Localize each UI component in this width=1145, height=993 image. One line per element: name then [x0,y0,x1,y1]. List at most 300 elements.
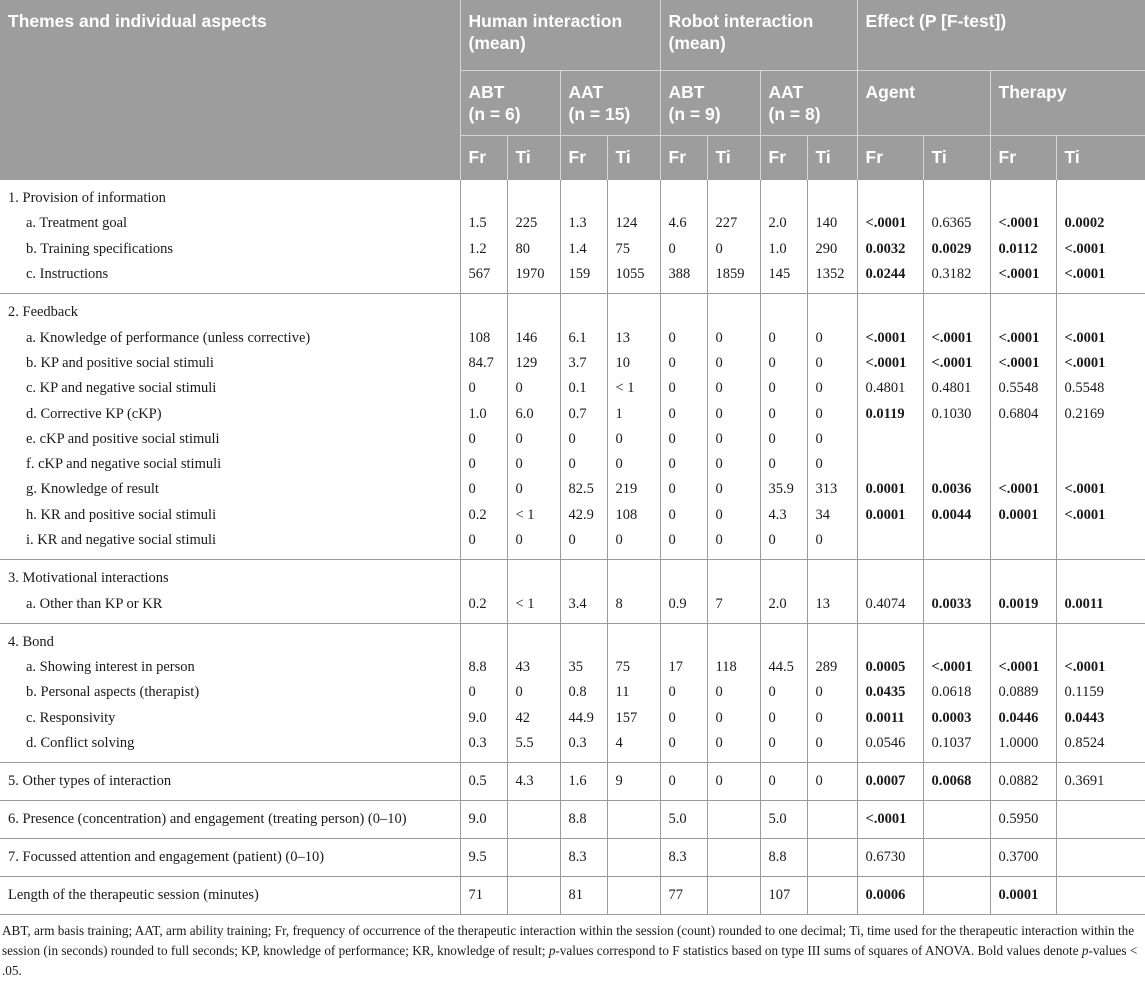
table-cell: 0.0003 [923,706,990,731]
table-cell: <.0001 [1056,477,1145,502]
table-cell: 0.1030 [923,401,990,426]
row-label: b. Training specifications [26,240,174,257]
table-cell [923,452,990,477]
table-cell: 227 [707,211,760,236]
table-cell: 0 [507,680,560,705]
table-cell: <.0001 [923,351,990,376]
table-cell: 1.0 [460,401,507,426]
table-cell [807,623,857,655]
table-cell: 42.9 [560,503,607,528]
table-cell: 0 [460,376,507,401]
table-cell: 0 [660,503,707,528]
table-cell: 0.3691 [1056,763,1145,801]
table-cell: 0.6730 [857,839,923,877]
table-cell: 0 [760,452,807,477]
table-cell: 35.9 [760,477,807,502]
table-cell: 567 [460,262,507,294]
table-cell: 44.9 [560,706,607,731]
table-header [0,0,1145,180]
table-cell: 8.8 [760,839,807,877]
table-cell [990,294,1056,326]
table-cell: 289 [807,655,857,680]
table-cell [507,623,560,655]
table-cell [460,294,507,326]
table-cell: 4 [607,731,660,763]
table-cell: 0.0002 [1056,211,1145,236]
table-cell: 1352 [807,262,857,294]
table-cell: 77 [660,877,707,915]
table-cell: 44.5 [760,655,807,680]
row-label: a. Treatment goal [26,215,128,232]
table-cell [990,427,1056,452]
table-cell: 313 [807,477,857,502]
header-fr: Fr [760,136,807,181]
table-cell: 0.0119 [857,401,923,426]
row-label: g. Knowledge of result [26,481,159,498]
table-cell [607,294,660,326]
table-cell [560,294,607,326]
table-cell [707,877,760,915]
table-cell: 6.1 [560,325,607,350]
table-cell [560,560,607,592]
table-cell: 0 [807,680,857,705]
table-cell: 0.0005 [857,655,923,680]
row-label: c. Instructions [0,262,460,294]
table-row [0,401,1145,426]
table-cell: 0 [807,376,857,401]
table-cell: 0.5548 [1056,376,1145,401]
table-cell: 1.3 [560,211,607,236]
table-row [0,503,1145,528]
table-cell [807,877,857,915]
table-row [0,655,1145,680]
table-cell: <.0001 [1056,655,1145,680]
table-cell: 0 [660,237,707,262]
table-cell: 0 [607,427,660,452]
table-cell: 0.0112 [990,237,1056,262]
table-cell: 225 [507,211,560,236]
table-cell: 0 [660,401,707,426]
table-cell: 0 [760,401,807,426]
table-cell [923,560,990,592]
table-cell: 0 [507,452,560,477]
header-ti: Ti [507,136,560,181]
table-cell [807,180,857,211]
table-cell: 0.0001 [990,503,1056,528]
table-cell [607,877,660,915]
row-label: d. Corrective KP (cKP) [26,405,162,422]
row-label: 5. Other types of interaction [0,763,460,801]
table-cell: 0 [507,427,560,452]
table-cell: 129 [507,351,560,376]
row-label: c. Responsivity [26,709,116,726]
table-cell: 2.0 [760,211,807,236]
table-cell: 108 [460,325,507,350]
table-cell: 0.0001 [857,503,923,528]
table-cell: 1970 [507,262,560,294]
table-cell: 0 [807,401,857,426]
table-cell: 0.0007 [857,763,923,801]
table-cell [990,452,1056,477]
table-cell: 9 [607,763,660,801]
table-cell: 35 [560,655,607,680]
table-row [0,376,1145,401]
table-cell: 124 [607,211,660,236]
table-cell [660,560,707,592]
table-cell: 0 [760,731,807,763]
table-cell [1056,452,1145,477]
row-label: b. KP and positive social stimuli [26,354,214,371]
table-cell [923,294,990,326]
table-cell [1056,294,1145,326]
table-cell: 5.0 [660,801,707,839]
table-cell: 0.0882 [990,763,1056,801]
table-cell: 0.8524 [1056,731,1145,763]
table-cell: <.0001 [923,655,990,680]
header-ti: Ti [807,136,857,181]
table-cell [507,877,560,915]
table-cell: 0 [760,763,807,801]
table-cell [460,560,507,592]
table-cell [707,560,760,592]
table-cell: 0 [760,706,807,731]
row-label: 3. Motivational interactions [8,570,169,587]
table-cell: 0 [660,731,707,763]
table-row [0,452,1145,477]
table-cell: 0 [807,427,857,452]
table-row [0,839,1145,877]
table-cell: <.0001 [1056,503,1145,528]
table-cell: 0.7 [560,401,607,426]
table-cell [1056,560,1145,592]
table-row [0,294,1145,326]
row-label: f. cKP and negative social stimuli [26,456,222,473]
table-cell: 3.7 [560,351,607,376]
table-cell [760,180,807,211]
table-cell [857,528,923,560]
table-cell [923,877,990,915]
row-label: 4. Bond [8,633,54,650]
table-cell [760,560,807,592]
table-cell: 0.0889 [990,680,1056,705]
table-cell: 42 [507,706,560,731]
table-cell: 0 [707,351,760,376]
table-cell: 9.5 [460,839,507,877]
table-cell: 0.3 [560,731,607,763]
table-cell: 4.6 [660,211,707,236]
table-cell: 0 [607,452,660,477]
table-cell: 0 [707,427,760,452]
table-cell: 0 [507,376,560,401]
table-cell: 0 [460,680,507,705]
table-cell [1056,427,1145,452]
table-cell [660,623,707,655]
table-cell: 0.4074 [857,591,923,623]
table-cell [990,528,1056,560]
table-cell: 0.1159 [1056,680,1145,705]
table-cell [857,294,923,326]
row-label: 2. Feedback [8,304,79,321]
table-cell [923,839,990,877]
table-cell: 0 [660,706,707,731]
table-cell: 0 [460,452,507,477]
table-cell: 8.3 [660,839,707,877]
row-label: d. Conflict solving [0,731,460,763]
table-cell: 0 [707,731,760,763]
table-cell: 0.3700 [990,839,1056,877]
table-cell: 0.0011 [1056,591,1145,623]
table-cell: 0.4801 [857,376,923,401]
table-footnote: ABT, arm basis training; AAT, arm ability training; Fr, frequency of occurrence of the therapeutic interaction within the session (count) rounded to one decimal; Ti, time used for the therapeutic interaction within the session (in seconds) rounded to full seconds; KP, knowledge of performance; KR, knowledge of result; p-values correspond to F statistics based on type III sums of squares of ANOVA. Bold values denote p-values < .05. [2,923,1138,979]
table-cell: <.0001 [857,801,923,839]
table-row [0,427,1145,452]
table-row [0,325,1145,350]
table-cell: 0 [707,325,760,350]
table-cell: 4.3 [760,503,807,528]
table-cell: 0 [807,325,857,350]
table-cell: 0.0001 [857,477,923,502]
table-row [0,180,1145,211]
header-fr: Fr [560,136,607,181]
table-cell: 0 [707,706,760,731]
table-row [0,877,1145,915]
table-cell: 140 [807,211,857,236]
table-cell [707,801,760,839]
table-cell: 0 [660,763,707,801]
table-cell: 9.0 [460,801,507,839]
table-cell [660,294,707,326]
table-cell [707,180,760,211]
table-cell: 118 [707,655,760,680]
table-cell [857,427,923,452]
table-cell: 0 [760,325,807,350]
table-cell [507,801,560,839]
table-cell: 0 [760,528,807,560]
table-cell: 0 [760,680,807,705]
table-cell [507,294,560,326]
table-cell: 0.0036 [923,477,990,502]
table-cell: 0.0244 [857,262,923,294]
table-cell: <.0001 [990,351,1056,376]
table-cell: 0.0001 [990,877,1056,915]
table-cell: < 1 [607,376,660,401]
table-cell: <.0001 [1056,262,1145,294]
table-cell: 0 [660,351,707,376]
table-cell [560,180,607,211]
table-cell [857,623,923,655]
table-cell: 219 [607,477,660,502]
table-cell [607,623,660,655]
table-cell [507,839,560,877]
table-cell: 0 [560,452,607,477]
table-cell [990,560,1056,592]
table-cell: 1.0 [760,237,807,262]
table-cell: 0.5950 [990,801,1056,839]
table-cell: 0 [760,376,807,401]
header-robot-interaction: Robot interaction (mean) [660,0,857,71]
table-cell: 8.3 [560,839,607,877]
table-cell: <.0001 [857,351,923,376]
table-cell: 9.0 [460,706,507,731]
table-cell: 0 [607,528,660,560]
table-cell: 1055 [607,262,660,294]
table-row [0,801,1145,839]
table-cell: <.0001 [990,262,1056,294]
table-cell: 0.4801 [923,376,990,401]
header-fr: Fr [660,136,707,181]
table-row [0,477,1145,502]
header-themes: Themes and individual aspects [0,0,460,180]
table-cell: 0 [760,427,807,452]
table-cell: 71 [460,877,507,915]
table-cell: 145 [760,262,807,294]
table-cell: 0 [707,401,760,426]
row-label: 1. Provision of information [8,190,166,207]
header-human-interaction: Human interaction (mean) [460,0,660,71]
table-cell [607,180,660,211]
table-cell: < 1 [507,591,560,623]
table-cell: 1859 [707,262,760,294]
table-cell: 0 [707,528,760,560]
header-agent: Agent [857,71,990,136]
table-cell: 34 [807,503,857,528]
table-cell: 0.0546 [857,731,923,763]
table-cell: 0.9 [660,591,707,623]
row-label: a. Knowledge of performance (unless corrective) [26,329,311,346]
table-cell [1056,839,1145,877]
table-cell [857,452,923,477]
table-cell: 0.0618 [923,680,990,705]
table-cell [807,839,857,877]
table-cell: <.0001 [1056,237,1145,262]
row-label: i. KR and negative social stimuli [0,528,460,560]
table-cell: 1.4 [560,237,607,262]
table-row [0,591,1145,623]
table-cell: <.0001 [1056,351,1145,376]
table-cell [707,294,760,326]
table-cell: 107 [760,877,807,915]
table-cell: 388 [660,262,707,294]
table-cell: 0.0032 [857,237,923,262]
table-cell: 0 [560,427,607,452]
table-cell [1056,180,1145,211]
header-ti: Ti [923,136,990,181]
row-label: 6. Presence (concentration) and engagement (treating person) (0–10) [0,801,460,839]
table-cell: 6.0 [507,401,560,426]
table-cell: 290 [807,237,857,262]
header-human-abt: ABT (n = 6) [460,71,560,136]
table-cell: 0.0011 [857,706,923,731]
table-cell [1056,877,1145,915]
table-cell [507,560,560,592]
row-label: h. KR and positive social stimuli [26,506,217,523]
table-cell: 1.6 [560,763,607,801]
row-label: c. KP and negative social stimuli [26,380,217,397]
table-row [0,351,1145,376]
header-fr: Fr [990,136,1056,181]
table-cell [560,623,607,655]
table-cell: <.0001 [990,477,1056,502]
header-ti: Ti [607,136,660,181]
table-cell: 157 [607,706,660,731]
table-row [0,731,1145,763]
table-cell: 146 [507,325,560,350]
table-cell: 0.3182 [923,262,990,294]
header-robot-aat: AAT (n = 8) [760,71,857,136]
table-cell [857,180,923,211]
table-cell: 0 [707,680,760,705]
table-cell [607,801,660,839]
table-cell: 1.2 [460,237,507,262]
table-cell: 0.2 [460,591,507,623]
table-cell: 0.0068 [923,763,990,801]
table-cell: 0.0019 [990,591,1056,623]
row-label: a. Other than KP or KR [0,591,460,623]
table-cell: 5.0 [760,801,807,839]
table-cell: 159 [560,262,607,294]
table-cell: 13 [807,591,857,623]
header-fr: Fr [460,136,507,181]
table-row [0,680,1145,705]
table-cell: 0.0044 [923,503,990,528]
table-cell: 13 [607,325,660,350]
table-cell [807,560,857,592]
row-label: b. Personal aspects (therapist) [26,684,200,701]
table-cell: 0 [560,528,607,560]
table-cell: <.0001 [923,325,990,350]
table-cell: 0 [507,477,560,502]
table-cell [1056,623,1145,655]
table-cell: 84.7 [460,351,507,376]
table-cell [923,180,990,211]
table-cell: 0.0443 [1056,706,1145,731]
table-cell [607,560,660,592]
header-ti: Ti [1056,136,1145,181]
table-cell: 0 [660,452,707,477]
table-cell: 0 [807,452,857,477]
table-cell: 0 [660,376,707,401]
table-cell: 0 [807,763,857,801]
table-cell: 0 [707,376,760,401]
table-cell: 0.0029 [923,237,990,262]
table-row [0,211,1145,236]
table-cell: 4.3 [507,763,560,801]
table-cell [1056,801,1145,839]
table-row [0,706,1145,731]
table-cell: 43 [507,655,560,680]
row-label: Length of the therapeutic session (minutes) [0,877,460,915]
table-cell: 0 [807,731,857,763]
table-cell: 2.0 [760,591,807,623]
table-cell [990,623,1056,655]
table-cell [760,294,807,326]
table-cell: 0.0435 [857,680,923,705]
table-cell: <.0001 [990,655,1056,680]
table-cell: 0 [707,477,760,502]
table-cell: 108 [607,503,660,528]
table-cell: 80 [507,237,560,262]
table-row [0,237,1145,262]
table-cell [460,623,507,655]
table-row [0,560,1145,592]
table-cell: 0.5548 [990,376,1056,401]
table-cell [923,801,990,839]
table-cell [990,180,1056,211]
header-ti: Ti [707,136,760,181]
table-cell [857,560,923,592]
table-cell: < 1 [507,503,560,528]
header-effect: Effect (P [F-test]) [857,0,1145,71]
